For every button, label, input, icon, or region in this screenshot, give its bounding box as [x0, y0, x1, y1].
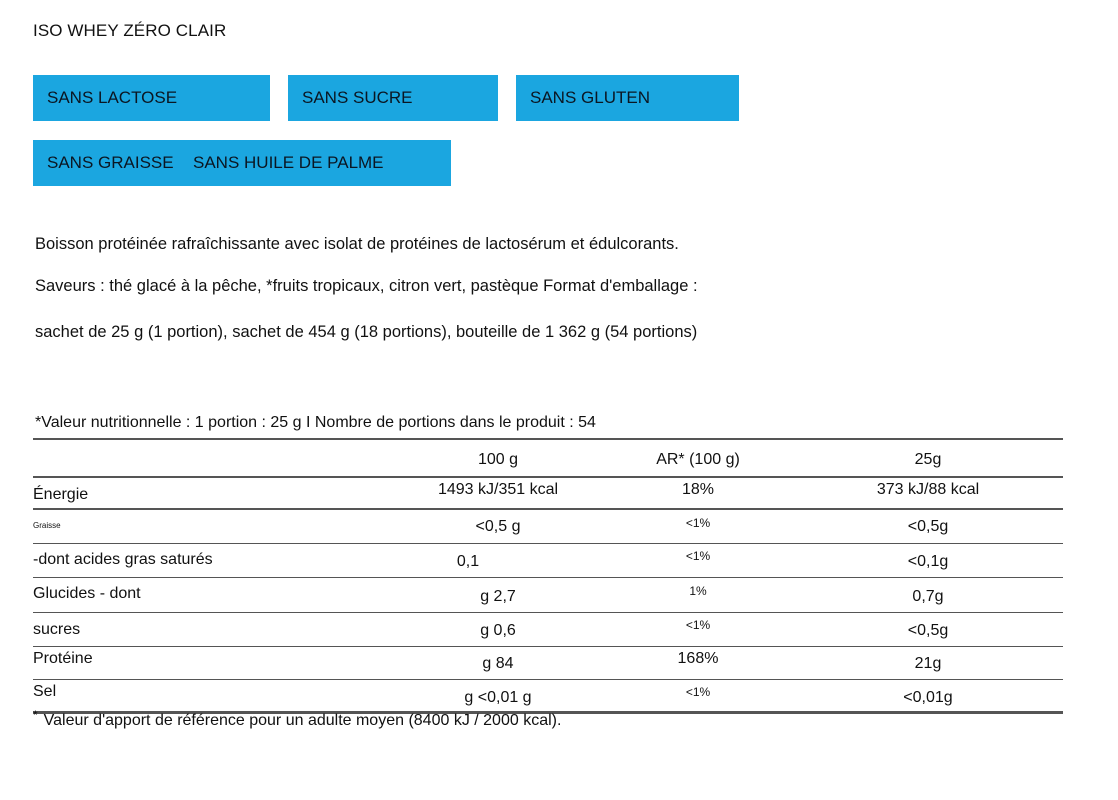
- table-rule: [33, 438, 1063, 440]
- row-label: Glucides - dont: [33, 585, 141, 602]
- nutrition-table: [33, 438, 1063, 716]
- cell-value: <1%: [685, 618, 711, 632]
- cell-value: <1%: [685, 549, 711, 563]
- footnote-marker: *: [33, 708, 38, 722]
- description-line: sachet de 25 g (1 portion), sachet de 454 g (18 portions), bouteille de 1 362 g (54 portions): [35, 323, 698, 341]
- table-rule: [33, 612, 1063, 613]
- cell-value: <1%: [685, 516, 711, 530]
- table-rule: [33, 508, 1063, 510]
- badge-sans-graisse: SANS GRAISSE: [33, 140, 193, 186]
- cell-value: <0,5g: [907, 622, 949, 639]
- badge-sans-sucre: SANS SUCRE: [288, 75, 498, 121]
- row-label: Sel: [33, 683, 57, 700]
- cell-value: 373 kJ/88 kcal: [876, 481, 980, 498]
- table-rule: [33, 476, 1063, 478]
- cell-value: <1%: [685, 685, 711, 699]
- cell-value: 168%: [677, 650, 719, 667]
- cell-value: 18%: [681, 481, 715, 498]
- cell-value: g 84: [482, 655, 514, 672]
- footnote: [33, 708, 562, 730]
- cell-value: g 2,7: [480, 588, 516, 605]
- cell-value: 1493 kJ/351 kcal: [437, 481, 559, 498]
- cell-value: <0,5g: [907, 518, 949, 535]
- footnote-text: Valeur d'apport de référence pour un adulte moyen (8400 kJ / 2000 kcal).: [43, 712, 562, 729]
- row-label: Énergie: [33, 486, 89, 503]
- column-header: 25g: [914, 451, 942, 468]
- column-header: AR* (100 g): [656, 451, 740, 468]
- table-rule: [33, 646, 1063, 647]
- badge-sans-gluten: SANS GLUTEN: [516, 75, 739, 121]
- cell-value: 1%: [689, 584, 707, 598]
- column-header: 100 g: [477, 451, 519, 468]
- cell-value: <0,5 g: [475, 518, 521, 535]
- row-label: -dont acides gras saturés: [33, 551, 213, 568]
- nutrition-caption: *Valeur nutritionnelle : 1 portion : 25 g I Nombre de portions dans le produit : 54: [35, 414, 596, 431]
- cell-value: g <0,01 g: [464, 689, 532, 706]
- product-title: ISO WHEY ZÉRO CLAIR: [33, 21, 227, 40]
- table-rule: [33, 543, 1063, 544]
- cell-value: 21g: [914, 655, 942, 672]
- row-label: Protéine: [33, 650, 93, 667]
- cell-value: 0,1: [456, 553, 480, 570]
- table-rule: [33, 679, 1063, 680]
- description-line: Boisson protéinée rafraîchissante avec isolat de protéines de lactosérum et édulcorants.: [35, 235, 679, 253]
- row-label: Graisse: [33, 521, 61, 530]
- cell-value: <0,01g: [903, 689, 953, 706]
- cell-value: g 0,6: [480, 622, 516, 639]
- description-line: Saveurs : thé glacé à la pêche, *fruits tropicaux, citron vert, pastèque Format d'emballage :: [35, 277, 698, 295]
- cell-value: <0,1g: [907, 553, 949, 570]
- badge-sans-huile-de-palme: SANS HUILE DE PALME: [193, 140, 451, 186]
- row-label: sucres: [33, 621, 81, 638]
- table-rule: [33, 577, 1063, 578]
- badge-sans-lactose: SANS LACTOSE: [33, 75, 270, 121]
- cell-value: 0,7g: [912, 588, 944, 605]
